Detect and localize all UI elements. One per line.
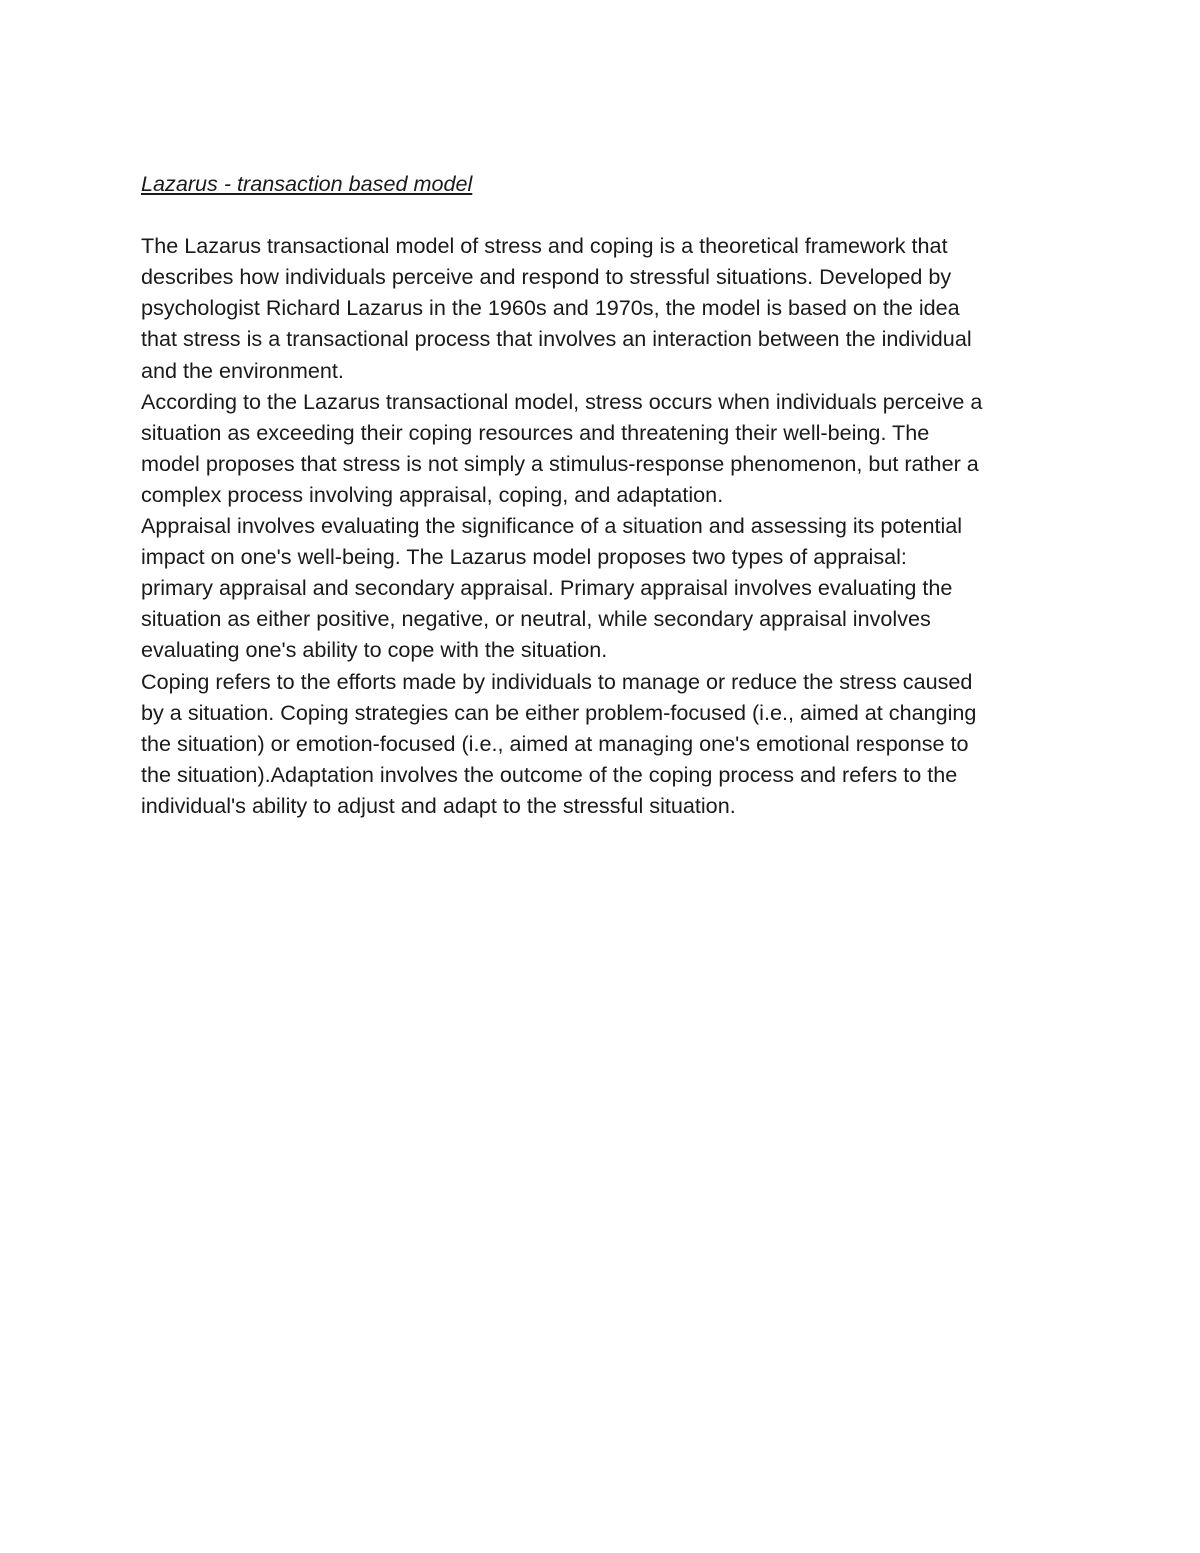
text-line: According to the Lazarus transactional model, stress occurs when individuals perceive a [141,388,983,414]
text-line: complex process involving appraisal, coping, and adaptation. [141,481,724,507]
text-line: by a situation. Coping strategies can be either problem-focused (i.e., aimed at changing [141,699,977,725]
text-line: psychologist Richard Lazarus in the 1960s and 1970s, the model is based on the idea [141,295,960,321]
text-line: Appraisal involves evaluating the significance of a situation and assessing its potential [141,513,963,539]
document-body [141,168,1071,821]
text-line: describes how individuals perceive and respond to stressful situations. Developed by [141,264,952,290]
title-spacer [141,199,1071,230]
text-line: primary appraisal and secondary appraisal. Primary appraisal involves evaluating the [141,575,953,601]
text-line: model proposes that stress is not simply a stimulus-response phenomenon, but rather a [141,450,979,476]
text-line: impact on one's well-being. The Lazarus model proposes two types of appraisal: [141,544,907,570]
text-line: the situation) or emotion-focused (i.e., aimed at managing one's emotional response to [141,730,969,756]
text-line: that stress is a transactional process that involves an interaction between the individual [141,326,972,352]
text-line: situation as exceeding their coping resources and threatening their well-being. The [141,419,930,445]
text-line: situation as either positive, negative, or neutral, while secondary appraisal involves [141,606,931,632]
body-text [141,230,1071,821]
text-line: Coping refers to the efforts made by individuals to manage or reduce the stress caused [141,668,973,694]
text-line: The Lazarus transactional model of stress and coping is a theoretical framework that [141,233,948,259]
text-line: and the environment. [141,357,344,383]
document-title: Lazarus - transaction based model [141,171,473,196]
text-line: the situation).Adaptation involves the outcome of the coping process and refers to the [141,761,958,787]
text-line: evaluating one's ability to cope with the situation. [141,637,608,663]
text-line: individual's ability to adjust and adapt to the stressful situation. [141,792,736,818]
